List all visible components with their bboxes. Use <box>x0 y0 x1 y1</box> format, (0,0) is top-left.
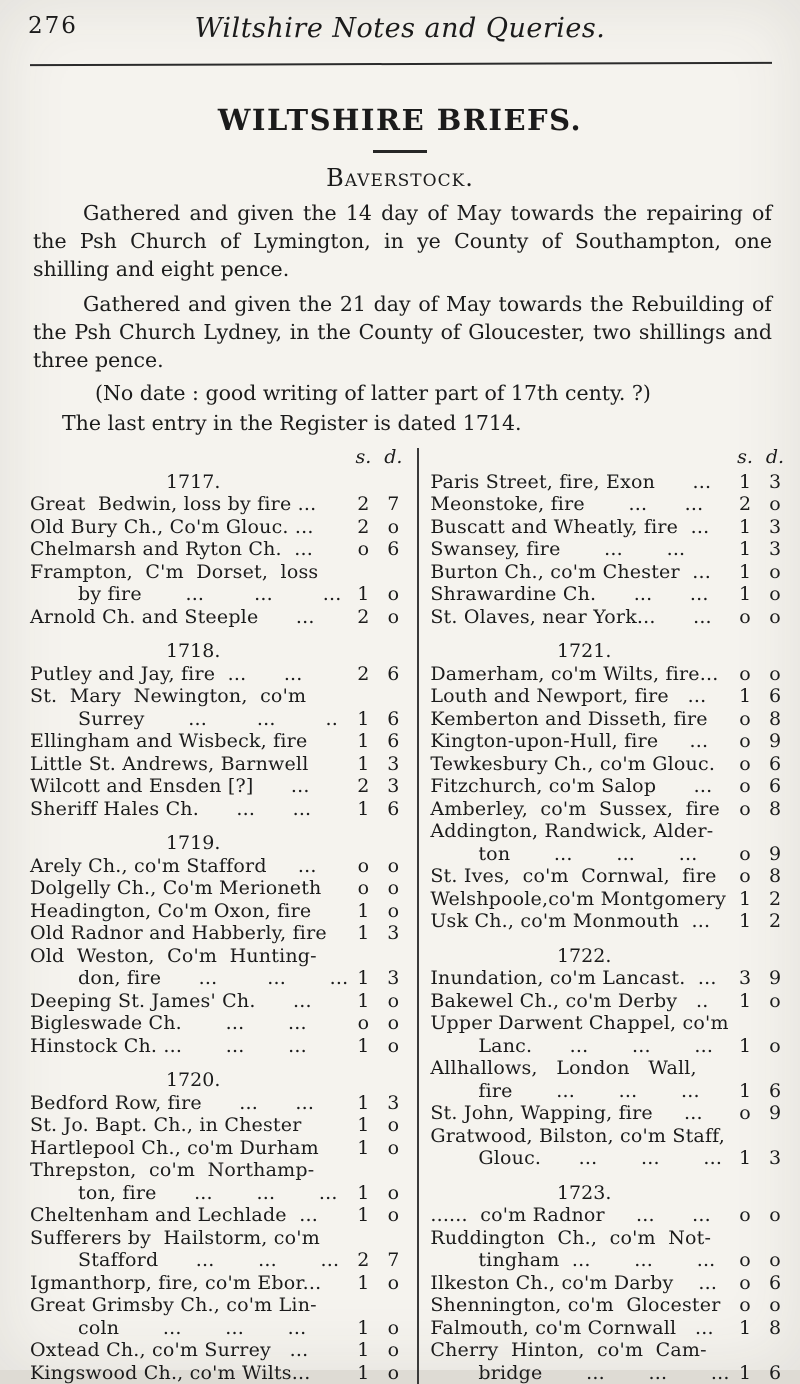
entry-pence: o <box>760 493 790 516</box>
entry-shillings: 1 <box>348 1035 378 1058</box>
ledger-entry <box>430 843 790 866</box>
ledger-entry <box>30 1204 408 1227</box>
entry-description: Welshpoole,co'm Montgomery <box>430 888 730 911</box>
ledger-entry <box>430 1249 790 1272</box>
entry-shillings: 1 <box>348 1272 378 1295</box>
entry-shillings: 1 <box>730 471 760 494</box>
header-rule <box>30 62 772 66</box>
register-note: The last entry in the Register is dated 1714. <box>62 410 772 437</box>
entry-shillings: 1 <box>730 990 760 1013</box>
ledger-entry <box>30 1114 408 1137</box>
entry-description: Kemberton and Disseth, fire <box>430 708 730 731</box>
entry-description: Usk Ch., co'm Monmouth ... <box>430 910 730 933</box>
year-heading: 1717. <box>30 471 408 494</box>
entry-description: St. Ives, co'm Cornwal, fire <box>430 865 730 888</box>
entry-description: Inundation, co'm Lancast. ... <box>430 967 730 990</box>
entry-description: Addington, Randwick, Alder- <box>430 820 730 843</box>
entry-pence: 3 <box>760 516 790 539</box>
ledger-entry <box>430 561 790 584</box>
entry-shillings: 1 <box>348 990 378 1013</box>
entry-shillings: o <box>730 1294 760 1317</box>
entry-description: Bakewel Ch., co'm Derby .. <box>430 990 730 1013</box>
ledger-right-column <box>430 446 790 1384</box>
ledger-entry <box>430 1339 790 1362</box>
ledger-entry <box>430 493 790 516</box>
ledger-entry <box>30 945 408 968</box>
entry-pence: 3 <box>760 538 790 561</box>
entry-pence: o <box>378 516 408 539</box>
ledger-entry <box>30 516 408 539</box>
entry-pence: o <box>760 663 790 686</box>
ledger-entry <box>430 663 790 686</box>
briefs-ledger <box>30 446 790 1384</box>
entry-description: Glouc. ... ... ... <box>430 1147 730 1170</box>
ledger-entry <box>430 1125 790 1148</box>
ledger-entry <box>430 708 790 731</box>
entry-shillings: 1 <box>348 1137 378 1160</box>
entry-description: Dolgelly Ch., Co'm Merioneth <box>30 877 348 900</box>
ledger-entry <box>430 1102 790 1125</box>
entry-pence: o <box>378 877 408 900</box>
entry-description: Threpston, co'm Northamp- <box>30 1159 348 1182</box>
entry-description: Ruddington Ch., co'm Not- <box>430 1227 730 1250</box>
entry-description: Igmanthorp, fire, co'm Ebor... <box>30 1272 348 1295</box>
entry-pence: 7 <box>378 1249 408 1272</box>
entry-pence: 9 <box>760 1102 790 1125</box>
ledger-entry <box>30 900 408 923</box>
entry-description: Buscatt and Wheatly, fire ... <box>430 516 730 539</box>
entry-pence: 9 <box>760 730 790 753</box>
entry-shillings: o <box>730 730 760 753</box>
year-heading: 1721. <box>430 640 790 663</box>
entry-shillings: 2 <box>348 606 378 629</box>
pence-header: d. <box>760 446 790 469</box>
ledger-entry <box>30 1227 408 1250</box>
entry-shillings: 1 <box>730 1362 760 1384</box>
year-group <box>30 640 408 820</box>
entry-description: Little St. Andrews, Barnwell <box>30 753 348 776</box>
ledger-entry <box>30 1249 408 1272</box>
entry-description: Sheriff Hales Ch. ... ... <box>30 798 348 821</box>
entry-shillings: 1 <box>730 888 760 911</box>
ledger-entry <box>30 493 408 516</box>
ledger-entry <box>30 1137 408 1160</box>
entry-description: Hartlepool Ch., co'm Durham <box>30 1137 348 1160</box>
entry-pence: 3 <box>378 967 408 990</box>
entry-shillings: o <box>730 775 760 798</box>
entry-shillings: 1 <box>348 1339 378 1362</box>
entry-shillings: 1 <box>730 1035 760 1058</box>
year-group <box>30 1069 408 1384</box>
entry-pence: o <box>378 1114 408 1137</box>
ledger-entry <box>30 1092 408 1115</box>
entry-shillings: 1 <box>348 1114 378 1137</box>
entry-description: St. Jo. Bapt. Ch., in Chester <box>30 1114 348 1137</box>
ledger-entry <box>30 730 408 753</box>
ledger-column-header <box>430 446 790 469</box>
entry-description: Stafford ... ... ... <box>30 1249 348 1272</box>
entry-pence: o <box>378 1137 408 1160</box>
entry-description: Ilkeston Ch., co'm Darby ... <box>430 1272 730 1295</box>
entry-shillings: 1 <box>730 1080 760 1103</box>
ledger-entry <box>430 1227 790 1250</box>
entry-shillings: o <box>348 538 378 561</box>
ledger-entry <box>430 538 790 561</box>
entry-description: Lanc. ... ... ... <box>430 1035 730 1058</box>
entry-shillings: 1 <box>348 798 378 821</box>
entry-pence: 6 <box>760 1362 790 1384</box>
entry-description: Bedford Row, fire ... ... <box>30 1092 348 1115</box>
entry-description: fire ... ... ... <box>430 1080 730 1103</box>
ledger-entry <box>430 753 790 776</box>
entry-pence: 6 <box>378 798 408 821</box>
entry-shillings: o <box>730 865 760 888</box>
entry-shillings: o <box>730 1102 760 1125</box>
ledger-entry <box>30 922 408 945</box>
entry-pence: o <box>378 1272 408 1295</box>
ledger-entry <box>430 865 790 888</box>
ledger-entry <box>30 538 408 561</box>
year-heading: 1720. <box>30 1069 408 1092</box>
ledger-entry <box>430 967 790 990</box>
ledger-entry <box>430 606 790 629</box>
entry-pence: 3 <box>760 1147 790 1170</box>
entry-pence: 2 <box>760 910 790 933</box>
entry-shillings: o <box>730 798 760 821</box>
entry-pence: 6 <box>378 730 408 753</box>
entry-pence: 3 <box>378 1092 408 1115</box>
ledger-entry <box>30 1339 408 1362</box>
ledger-entry <box>30 1035 408 1058</box>
ledger-entry <box>430 730 790 753</box>
entry-shillings: o <box>730 843 760 866</box>
ledger-entry <box>430 1317 790 1340</box>
entry-description: ton ... ... ... <box>430 843 730 866</box>
entry-shillings: 2 <box>348 775 378 798</box>
ledger-entry <box>430 583 790 606</box>
entry-pence: o <box>378 900 408 923</box>
entry-shillings: o <box>730 1249 760 1272</box>
entry-description: Hinstock Ch. ... ... ... <box>30 1035 348 1058</box>
entry-pence: 6 <box>760 1080 790 1103</box>
entry-pence: 3 <box>378 775 408 798</box>
entry-shillings: 1 <box>730 1317 760 1340</box>
entry-shillings: 1 <box>348 730 378 753</box>
entry-pence: o <box>378 1317 408 1340</box>
section-heading: Baverstock. <box>0 164 800 192</box>
entry-description: ...... co'm Radnor ... ... <box>430 1204 730 1227</box>
entry-pence: 8 <box>760 708 790 731</box>
entry-pence: o <box>378 855 408 878</box>
ledger-entry <box>430 516 790 539</box>
entry-pence: o <box>378 1204 408 1227</box>
year-group <box>30 471 408 629</box>
running-title: Wiltshire Notes and Queries. <box>0 13 800 44</box>
ledger-entry <box>30 990 408 1013</box>
pence-header: d. <box>378 446 408 469</box>
ledger-entry <box>30 685 408 708</box>
entry-description: Surrey ... ... .. <box>30 708 348 731</box>
entry-shillings: 1 <box>348 1092 378 1115</box>
entry-pence: 8 <box>760 1317 790 1340</box>
entry-description: don, fire ... ... ... <box>30 967 348 990</box>
shillings-header: s. <box>348 446 378 469</box>
entry-pence: o <box>378 1362 408 1384</box>
entry-pence: o <box>378 1035 408 1058</box>
ledger-entry <box>30 798 408 821</box>
entry-description: tingham ... ... ... <box>430 1249 730 1272</box>
year-group <box>430 471 790 629</box>
ledger-entry <box>30 877 408 900</box>
entry-pence: o <box>378 583 408 606</box>
entry-shillings: 1 <box>348 583 378 606</box>
entry-description: Great Bedwin, loss by fire ... <box>30 493 348 516</box>
entry-pence: 6 <box>378 538 408 561</box>
ledger-entry <box>430 1204 790 1227</box>
entry-shillings: 1 <box>348 753 378 776</box>
page-number: 276 <box>28 13 78 39</box>
year-group <box>430 945 790 1170</box>
entry-shillings: 2 <box>348 663 378 686</box>
ledger-entry <box>30 583 408 606</box>
running-head <box>0 0 800 55</box>
ledger-entry <box>30 1159 408 1182</box>
entry-pence: o <box>760 990 790 1013</box>
entry-pence: 8 <box>760 798 790 821</box>
entry-shillings: o <box>730 708 760 731</box>
entry-shillings: o <box>730 753 760 776</box>
entry-pence: o <box>378 1182 408 1205</box>
ledger-entry <box>30 1362 408 1384</box>
ledger-entry <box>430 775 790 798</box>
entry-description: Louth and Newport, fire ... <box>430 685 730 708</box>
entry-description: Tewkesbury Ch., co'm Glouc. <box>430 753 730 776</box>
entry-pence: o <box>760 606 790 629</box>
entry-description: Ellingham and Wisbeck, fire <box>30 730 348 753</box>
entry-pence: 2 <box>760 888 790 911</box>
entry-shillings: 1 <box>730 516 760 539</box>
entry-description: St. Mary Newington, co'm <box>30 685 348 708</box>
entry-pence: 6 <box>378 708 408 731</box>
ledger-entry <box>30 1294 408 1317</box>
entry-description: Damerham, co'm Wilts, fire... <box>430 663 730 686</box>
entry-description: Putley and Jay, fire ... ... <box>30 663 348 686</box>
entry-pence: 9 <box>760 843 790 866</box>
ledger-entry <box>430 1147 790 1170</box>
ledger-entry <box>430 798 790 821</box>
entry-shillings: o <box>348 855 378 878</box>
entry-description: Wilcott and Ensden [?] ... <box>30 775 348 798</box>
ledger-entry <box>30 663 408 686</box>
entry-pence: o <box>378 606 408 629</box>
entry-shillings: 1 <box>348 1362 378 1384</box>
paragraph-1: Gathered and given the 14 day of May towards the repairing of the Psh Church of Lymington, in ye County of Southampton, one shilling and eight pence. <box>33 199 772 283</box>
entry-description: Upper Darwent Chappel, co'm <box>430 1012 730 1035</box>
entry-description: Arnold Ch. and Steeple ... <box>30 606 348 629</box>
year-heading: 1719. <box>30 832 408 855</box>
entry-pence: o <box>378 990 408 1013</box>
entry-description: Gratwood, Bilston, co'm Staff, <box>430 1125 730 1148</box>
entry-description: Oxtead Ch., co'm Surrey ... <box>30 1339 348 1362</box>
entry-pence: 8 <box>760 865 790 888</box>
entry-shillings: 2 <box>348 516 378 539</box>
entry-shillings: 1 <box>730 685 760 708</box>
entry-shillings: o <box>730 606 760 629</box>
entry-description: Paris Street, fire, Exon ... <box>430 471 730 494</box>
ledger-entry <box>430 1080 790 1103</box>
entry-description: Chelmarsh and Ryton Ch. ... <box>30 538 348 561</box>
ledger-entry <box>30 606 408 629</box>
entry-description: Meonstoke, fire ... ... <box>430 493 730 516</box>
entry-description: ton, fire ... ... ... <box>30 1182 348 1205</box>
entry-shillings: 1 <box>348 1317 378 1340</box>
entry-pence: 7 <box>378 493 408 516</box>
entry-shillings: 2 <box>348 1249 378 1272</box>
entry-shillings: 3 <box>730 967 760 990</box>
year-group <box>30 832 408 1057</box>
entry-pence: o <box>760 1204 790 1227</box>
title-divider <box>373 150 427 153</box>
entry-shillings: 2 <box>348 493 378 516</box>
year-heading: 1723. <box>430 1182 790 1205</box>
year-group <box>430 1182 790 1384</box>
entry-description: bridge ... ... ... <box>430 1362 730 1384</box>
entry-description: coln ... ... ... <box>30 1317 348 1340</box>
entry-description: Great Grimsby Ch., co'm Lin- <box>30 1294 348 1317</box>
entry-pence: 6 <box>760 685 790 708</box>
ledger-entry <box>430 1294 790 1317</box>
entry-description: Headington, Co'm Oxon, fire <box>30 900 348 923</box>
entry-description: Shennington, co'm Glocester <box>430 1294 730 1317</box>
entry-shillings: o <box>730 1204 760 1227</box>
entry-shillings: o <box>348 877 378 900</box>
entry-description: Kingswood Ch., co'm Wilts... <box>30 1362 348 1384</box>
entry-pence: 3 <box>760 471 790 494</box>
entry-shillings: 1 <box>348 922 378 945</box>
entry-shillings: 1 <box>730 1147 760 1170</box>
ledger-entry <box>30 855 408 878</box>
ledger-entry <box>430 685 790 708</box>
entry-pence: o <box>760 1294 790 1317</box>
ledger-entry <box>30 1012 408 1035</box>
year-heading: 1722. <box>430 945 790 968</box>
entry-description: Shrawardine Ch. ... ... <box>430 583 730 606</box>
entry-pence: o <box>760 1249 790 1272</box>
entry-pence: o <box>760 561 790 584</box>
ledger-entry <box>30 561 408 584</box>
article-title: WILTSHIRE BRIEFS. <box>0 103 800 137</box>
date-note: (No date : good writing of latter part of 17th centy. ?) <box>95 380 772 407</box>
entry-pence: 6 <box>760 775 790 798</box>
ledger-entry <box>430 1272 790 1295</box>
entry-description: Cheltenham and Lechlade ... <box>30 1204 348 1227</box>
ledger-left-column <box>30 446 408 1384</box>
entry-shillings: 1 <box>730 910 760 933</box>
entry-pence: o <box>760 1035 790 1058</box>
ledger-entry <box>430 910 790 933</box>
paragraph-2: Gathered and given the 21 day of May towards the Rebuilding of the Psh Church Lydney, in the County of Gloucester, two shillings and three pence. <box>33 290 772 374</box>
entry-pence: 6 <box>760 1272 790 1295</box>
ledger-entry <box>30 1182 408 1205</box>
entry-description: by fire ... ... ... <box>30 583 348 606</box>
entry-description: Deeping St. James' Ch. ... <box>30 990 348 1013</box>
ledger-entry <box>430 471 790 494</box>
ledger-entry <box>430 1362 790 1384</box>
entry-pence: 9 <box>760 967 790 990</box>
ledger-entry <box>30 1272 408 1295</box>
entry-shillings: 1 <box>348 900 378 923</box>
ledger-column-header <box>30 446 408 469</box>
entry-shillings: 1 <box>730 561 760 584</box>
entry-description: Fitzchurch, co'm Salop ... <box>430 775 730 798</box>
entry-description: Kington-upon-Hull, fire ... <box>430 730 730 753</box>
ledger-entry <box>430 1012 790 1035</box>
entry-shillings: o <box>730 1272 760 1295</box>
ledger-entry <box>430 1057 790 1080</box>
ledger-entry <box>430 990 790 1013</box>
entry-description: Swansey, fire ... ... <box>430 538 730 561</box>
entry-shillings: 1 <box>730 538 760 561</box>
entry-shillings: 1 <box>348 1182 378 1205</box>
entry-description: Allhallows, London Wall, <box>430 1057 730 1080</box>
entry-shillings: 1 <box>348 708 378 731</box>
entry-pence: o <box>378 1012 408 1035</box>
entry-description: Falmouth, co'm Cornwall ... <box>430 1317 730 1340</box>
entry-description: St. John, Wapping, fire ... <box>430 1102 730 1125</box>
entry-pence: o <box>760 583 790 606</box>
entry-description: Old Bury Ch., Co'm Glouc. ... <box>30 516 348 539</box>
ledger-entry <box>30 1317 408 1340</box>
year-heading: 1718. <box>30 640 408 663</box>
entry-description: Burton Ch., co'm Chester ... <box>430 561 730 584</box>
ledger-entry <box>430 820 790 843</box>
ledger-entry <box>30 753 408 776</box>
ledger-entry <box>30 708 408 731</box>
column-divider <box>417 448 419 1384</box>
entry-description: Bigleswade Ch. ... ... <box>30 1012 348 1035</box>
entry-shillings: 2 <box>730 493 760 516</box>
entry-pence: 3 <box>378 922 408 945</box>
entry-description: Arely Ch., co'm Stafford ... <box>30 855 348 878</box>
entry-shillings: 1 <box>730 583 760 606</box>
entry-pence: 6 <box>760 753 790 776</box>
entry-description: Amberley, co'm Sussex, fire <box>430 798 730 821</box>
entry-description: Old Weston, Co'm Hunting- <box>30 945 348 968</box>
entry-shillings: o <box>730 663 760 686</box>
entry-pence: 6 <box>378 663 408 686</box>
shillings-header: s. <box>730 446 760 469</box>
entry-shillings: o <box>348 1012 378 1035</box>
ledger-entry <box>30 967 408 990</box>
ledger-entry <box>30 775 408 798</box>
entry-shillings: 1 <box>348 967 378 990</box>
entry-shillings: 1 <box>348 1204 378 1227</box>
entry-description: St. Olaves, near York... ... <box>430 606 730 629</box>
entry-pence: o <box>378 1339 408 1362</box>
entry-description: Sufferers by Hailstorm, co'm <box>30 1227 348 1250</box>
year-group <box>430 640 790 933</box>
entry-description: Cherry Hinton, co'm Cam- <box>430 1339 730 1362</box>
entry-pence: 3 <box>378 753 408 776</box>
ledger-entry <box>430 1035 790 1058</box>
ledger-entry <box>430 888 790 911</box>
entry-description: Old Radnor and Habberly, fire <box>30 922 348 945</box>
entry-description: Frampton, C'm Dorset, loss <box>30 561 348 584</box>
